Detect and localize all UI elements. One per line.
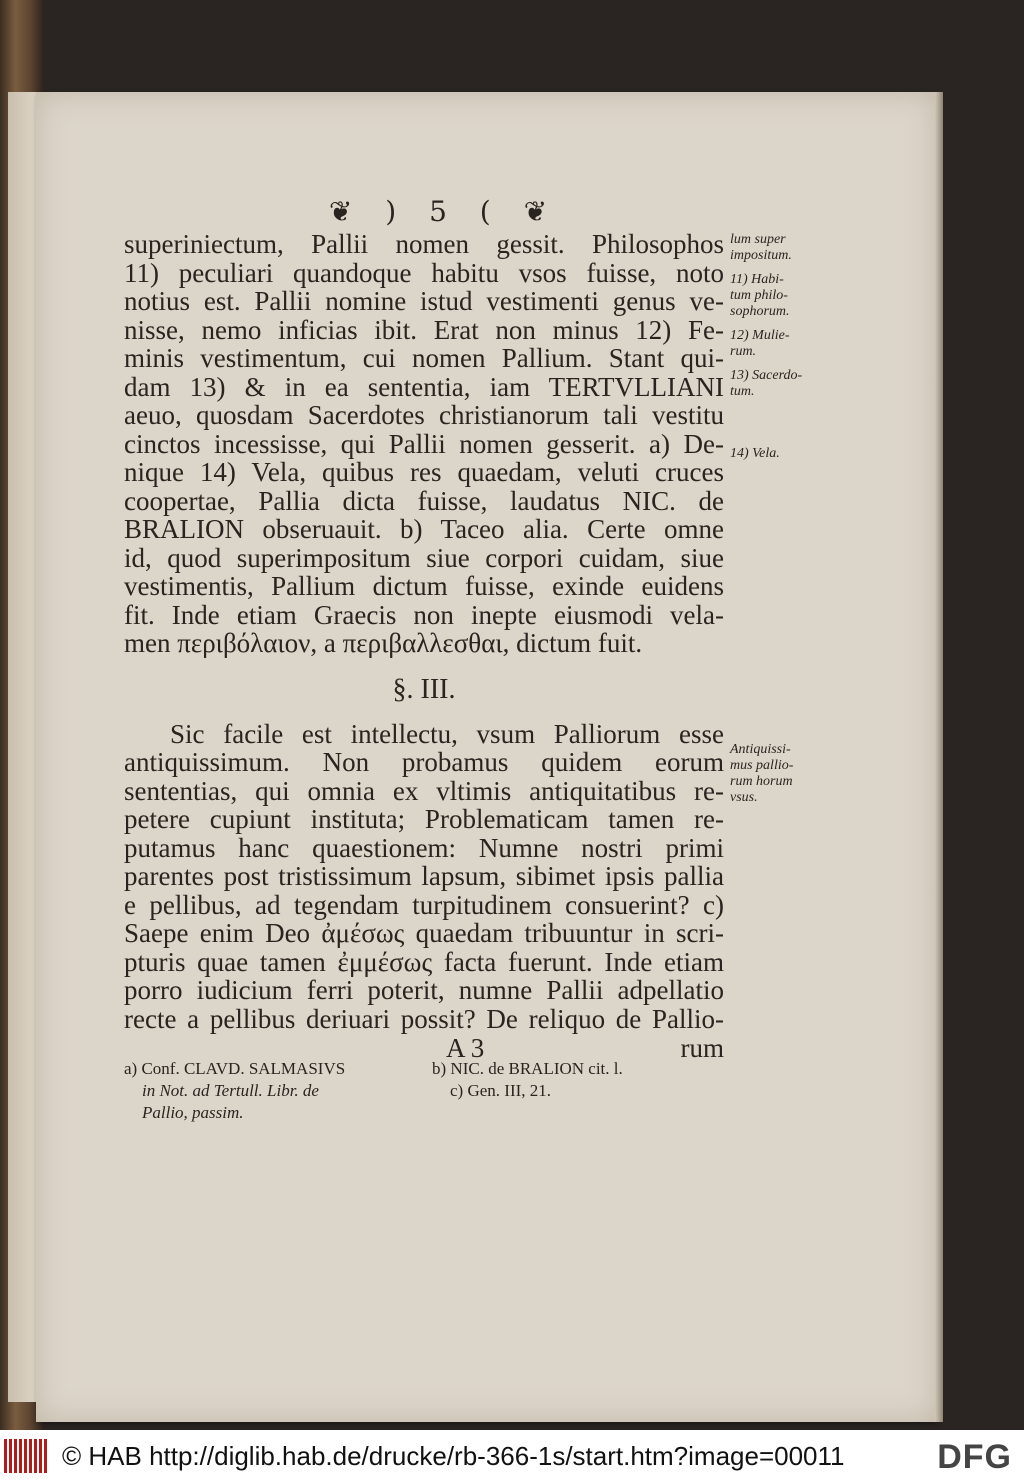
footnote-row — [124, 1058, 714, 1080]
footnote-c: c) Gen. III, 21. — [450, 1081, 552, 1100]
footer-bar — [0, 1430, 1024, 1482]
margin-note: rum horum — [730, 774, 793, 789]
text-line: recte a pellibus deriuari possit? De reliquo de Pallio- — [124, 1003, 724, 1034]
text-line: coopertae, Pallia dicta fuisse, laudatus NIC. de — [124, 485, 724, 516]
text-line: BRALION obseruauit. b) Taceo alia. Certe omne — [124, 514, 724, 544]
margin-note: mus pallio- — [730, 758, 794, 773]
section-heading: §. III. — [392, 673, 456, 705]
paragraph-two — [124, 720, 724, 1034]
margin-notes — [730, 232, 820, 806]
margin-note: sophorum. — [730, 304, 790, 319]
margin-note: vsus. — [730, 790, 758, 805]
footnote-b: b) NIC. de BRALION cit. l. — [432, 1059, 623, 1078]
text-line: notius est. Pallii nomine istud vestimenti genus ve- — [124, 286, 724, 316]
text-line: nisse, nemo inficias ibit. Erat non minus 12) Fe- — [124, 314, 724, 345]
text-line: superiniectum, Pallii nomen gessit. Philosophos — [124, 229, 724, 259]
footnotes — [124, 1058, 714, 1124]
text-line: id, quod superimpositum siue corpori cuidam, siue — [124, 542, 724, 573]
margin-note: Antiquissi- — [730, 742, 791, 757]
dfg-logo: DFG — [937, 1438, 1012, 1476]
catchword: rum — [680, 1033, 724, 1063]
text-line: sententias, qui omnia ex vltimis antiquitatibus re- — [124, 775, 724, 806]
footnote-a-cont: in Not. ad Tertull. Libr. de — [142, 1081, 319, 1100]
text-line: 11) peculiari quandoque habitu vsos fuisse, noto — [124, 257, 724, 288]
text-line: Sic facile est intellectu, vsum Palliorum esse — [170, 718, 724, 749]
footnote-row — [124, 1102, 714, 1124]
text-line: pturis quae tamen ἐμμέσως facta fuerunt. Inde etiam — [124, 946, 724, 977]
text-line: porro iudicium ferri poterit, numne Pallii adpellatio — [124, 975, 724, 1005]
margin-notes-bottom — [730, 742, 820, 806]
text-line: men περιβόλαιον, a περιβαλλεσθαι, dictum fuit. — [124, 628, 643, 658]
text-line: putamus hanc quaestionem: Numne nostri primi — [124, 832, 724, 863]
hab-logo-icon — [4, 1439, 48, 1473]
text-line: aeuo, quosdam Sacerdotes christianorum tali vestitu — [124, 400, 724, 430]
facing-page-edge — [8, 92, 37, 1402]
margin-notes-top — [730, 232, 820, 462]
main-text-block — [124, 195, 724, 1063]
page-headline: ❦ ) 5 ( ❦ — [328, 195, 560, 228]
copyright-link[interactable]: © HAB http://diglib.hab.de/drucke/rb-366-1s/start.htm?image=00011 — [62, 1440, 845, 1471]
text-line: dam 13) & in ea sententia, iam TERTVLLIANI — [124, 371, 724, 402]
page-fore-edge — [935, 92, 943, 1422]
margin-note: 14) Vela. — [730, 446, 780, 461]
margin-note: 12) Mulie- — [730, 328, 790, 343]
text-line: cinctos incessisse, qui Pallii nomen gesserit. a) De- — [124, 428, 724, 459]
text-line: minis vestimentum, cui nomen Pallium. Stant qui- — [124, 343, 724, 373]
footnote-row — [124, 1080, 714, 1102]
margin-note: tum philo- — [730, 288, 788, 303]
text-line: parentes post tristissimum lapsum, sibimet ipsis pallia — [124, 861, 724, 891]
text-line: nique 14) Vela, quibus res quaedam, veluti cruces — [124, 457, 724, 487]
paragraph-one — [124, 230, 724, 658]
margin-note: rum. — [730, 344, 757, 359]
text-line: vestimentis, Pallium dictum fuisse, exinde euidens — [124, 571, 724, 601]
text-line: fit. Inde etiam Graecis non inepte eiusmodi vela- — [124, 599, 724, 630]
text-line: Saepe enim Deo ἀμέσως quaedam tribuuntur in scri- — [124, 918, 724, 948]
text-line: petere cupiunt instituta; Problematicam tamen re- — [124, 804, 724, 834]
margin-note: impositum. — [730, 248, 792, 263]
footnote-a-cont: Pallio, passim. — [142, 1103, 244, 1122]
footnote-a: a) Conf. CLAVD. SALMASIVS — [124, 1059, 346, 1078]
signature-mark: A 3 — [446, 1033, 485, 1063]
text-line: antiquissimum. Non probamus quidem eorum — [124, 747, 724, 777]
margin-note: tum. — [730, 384, 755, 399]
margin-note: 13) Sacerdo- — [730, 368, 803, 383]
margin-note: lum super — [730, 232, 786, 247]
margin-note: 11) Habi- — [730, 272, 784, 287]
text-line: e pellibus, ad tegendam turpitudinem consuerint? c) — [124, 889, 724, 920]
